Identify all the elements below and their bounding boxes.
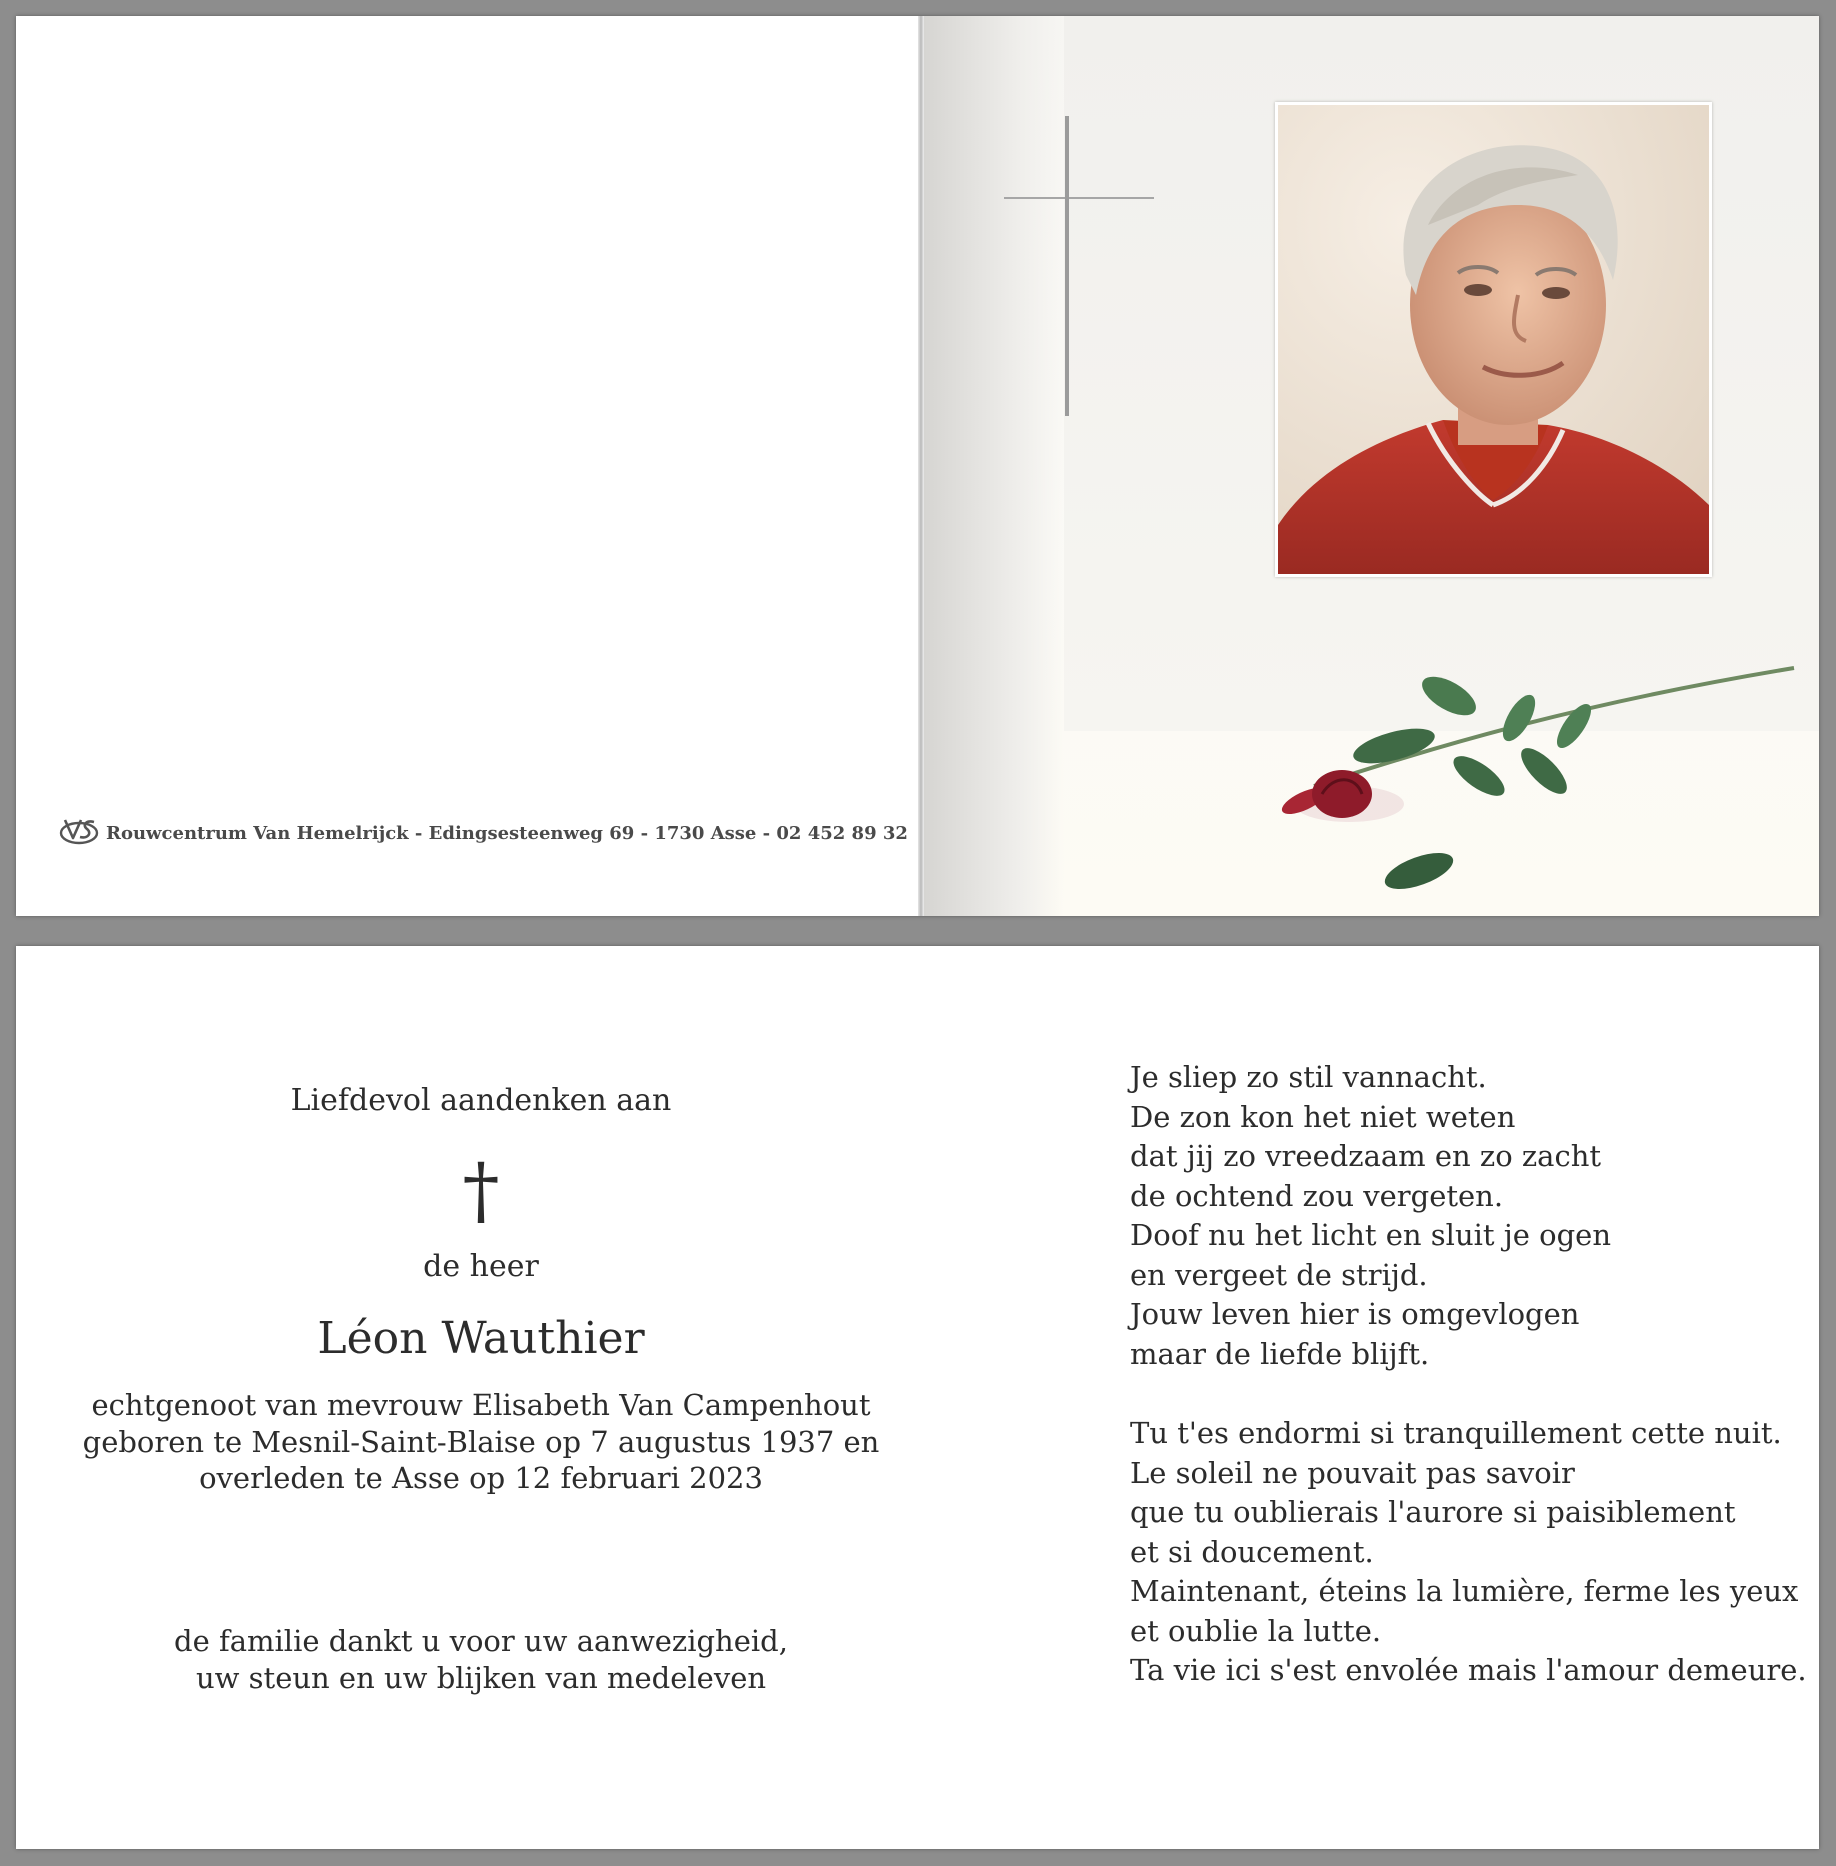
thanks-line-1: de familie dankt u voor uw aanwezigheid, <box>174 1624 788 1658</box>
deceased-name: Léon Wauthier <box>317 1313 645 1364</box>
cross-icon: † <box>462 1148 500 1234</box>
poem-line: Ta vie ici s'est envolée mais l'amour demeure. <box>1130 1653 1807 1687</box>
poem-line: De zon kon het niet weten <box>1130 1099 1516 1134</box>
card-outside <box>16 16 1819 916</box>
funeral-home-text: Rouwcentrum Van Hemelrijck - Edingsesteenweg 69 - 1730 Asse - 02 452 89 32 <box>106 822 908 844</box>
poem-line: Maintenant, éteins la lumière, ferme les yeux <box>1130 1574 1799 1608</box>
poem-line: Le soleil ne pouvait pas savoir <box>1130 1455 1575 1490</box>
funeral-home-imprint <box>58 816 908 850</box>
card-inside <box>16 946 1819 1849</box>
memorial-text <box>56 946 906 1849</box>
birth-line: geboren te Mesnil-Saint-Blaise op 7 augustus 1937 en <box>82 1425 880 1459</box>
poem <box>1130 1058 1810 1691</box>
spouse-line: echtgenoot van mevrouw Elisabeth Van Campenhout <box>91 1388 871 1422</box>
poem-line: de ochtend zou vergeten. <box>1130 1178 1504 1213</box>
poem-french <box>1130 1414 1810 1691</box>
memorial-intro: Liefdevol aandenken aan <box>290 1083 672 1118</box>
card-front <box>924 16 1819 916</box>
funeral-home-logo-icon <box>58 816 100 850</box>
portrait-photo <box>1275 102 1712 577</box>
poem-line: Jouw leven hier is omgevlogen <box>1130 1297 1580 1331</box>
death-line: overleden te Asse op 12 februari 2023 <box>199 1461 763 1495</box>
thanks-line-2: uw steun en uw blijken van medeleven <box>195 1661 767 1695</box>
poem-line: Doof nu het licht en sluit je ogen <box>1130 1218 1612 1252</box>
poem-line: Je sliep zo stil vannacht. <box>1130 1060 1487 1094</box>
cross-lines-icon <box>1004 116 1164 440</box>
poem-line: en vergeet de strijd. <box>1130 1257 1428 1292</box>
poem-line: que tu oublierais l'aurore si paisiblement <box>1130 1495 1736 1529</box>
poem-line: et oublie la lutte. <box>1130 1613 1382 1648</box>
poem-line: maar de liefde blijft. <box>1130 1336 1430 1371</box>
rose-icon <box>1244 656 1804 900</box>
poem-line: dat jij zo vreedzaam en zo zacht <box>1130 1139 1602 1173</box>
salutation: de heer <box>423 1249 539 1284</box>
poem-line: et si doucement. <box>1130 1534 1374 1569</box>
poem-line: Tu t'es endormi si tranquillement cette nuit. <box>1130 1416 1782 1450</box>
poem-dutch <box>1130 1058 1810 1374</box>
